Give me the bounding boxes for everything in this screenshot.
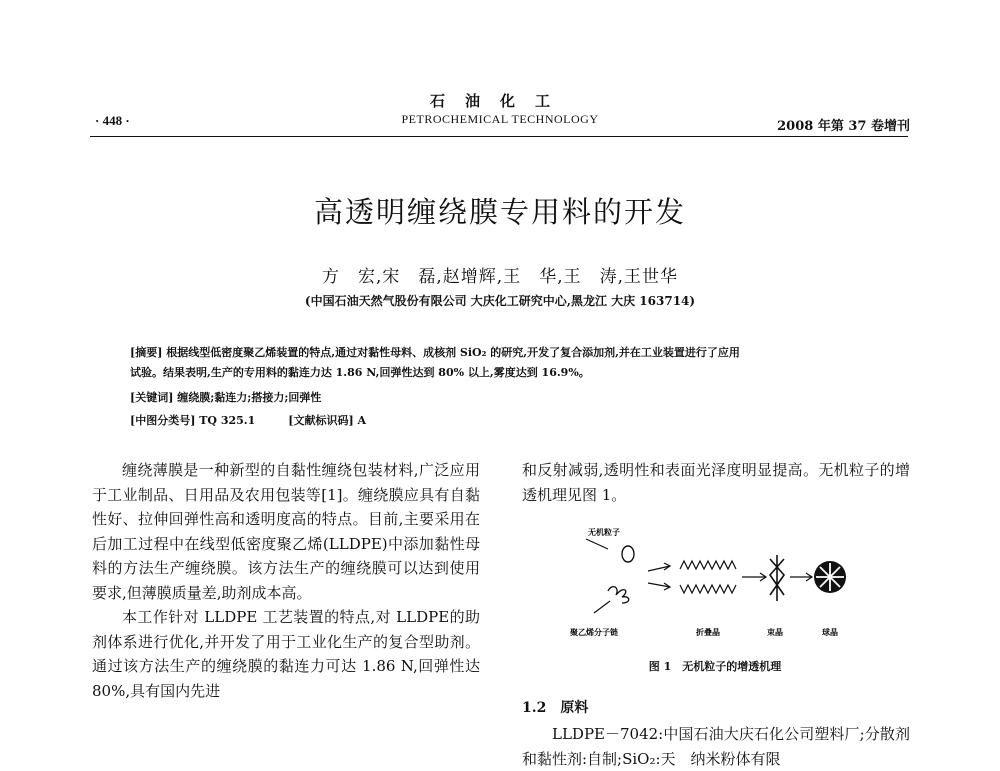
right-column [522,458,910,507]
polymer-chain-shape [608,587,629,603]
label-polymer-chain: 聚乙烯分子链 [570,628,618,637]
label-folded-lamella: 折叠晶 [696,628,720,637]
figure-1-diagram [560,525,880,640]
arrow-to-spherulite [790,573,812,581]
paragraph-continued: 和反射减弱,透明性和表面光泽度明显提高。无机粒子的增透机理见图 1。 [522,461,910,504]
arrow-to-lamella-1 [648,563,670,571]
journal-title-cn: 石油化工 [429,92,570,110]
journal-title-en: PETROCHEMICAL TECHNOLOGY [401,112,599,126]
authors: 方 宏,宋 磊,赵增辉,王 华,王 涛,王世华 [321,267,679,287]
bundle-crystal-shape [770,555,784,601]
section-heading-materials: 1.2 原料 [522,700,589,716]
header-rule [90,136,908,137]
label-spherulite: 球晶 [822,628,838,637]
paragraph-materials: LLDPE－7042:中国石油大庆石化公司塑料厂;分散剂和黏性剂:自制;SiO₂:天 纳米粉体有限 [522,725,910,768]
abstract [130,343,890,383]
abstract-line-1: [摘要] 根据线型低密度聚乙烯装置的特点,通过对黏性母料、成核剂 SiO₂ 的研究,开发了复合添加剂,并在工业装置进行了应用 [130,346,740,359]
left-column [92,458,480,703]
spherulite-rays [816,563,844,591]
arrow-particle [586,539,608,549]
arrow-chain [594,601,610,613]
particle-shape [622,546,634,562]
arrow-to-bundle [742,573,766,581]
issue-info: 2008 年第 37 卷增刊 [777,119,910,134]
arrow-to-lamella-2 [648,583,670,590]
lamella-zigzag-1 [680,561,736,569]
figure-1-caption: 图 1 无机粒子的增透机理 [648,660,782,673]
paragraph-work: 本工作针对 LLDPE 工艺装置的特点,对 LLDPE的助剂体系进行优化,并开发了用于工业化生产的复合型助剂。通过该方法生产的缠绕膜的黏连力可达 1.86 N,回弹性达 80%,具有国内先进 [92,608,480,700]
article-title: 高透明缠绕膜专用料的开发 [313,195,686,229]
right-column-materials [522,722,910,771]
affiliation: (中国石油天然气股份有限公司 大庆化工研究中心,黑龙江 大庆 163714) [304,294,696,308]
page-number: · 448 · [95,113,130,128]
label-bundle-crystal: 束晶 [767,628,783,637]
label-inorganic-particle: 无机粒子 [588,528,620,537]
keywords: [关键词] 缠绕膜;黏连力;搭接力;回弹性 [130,391,322,404]
lamella-zigzag-2 [680,585,736,593]
classification: [中图分类号] TQ 325.1 [文献标识码] A [130,414,367,427]
paragraph-intro: 缠绕薄膜是一种新型的自黏性缠绕包装材料,广泛应用于工业制品、日用品及农用包装等[1]。缠绕膜应具有自黏性好、拉伸回弹性高和透明度高的特点。目前,主要采用在后加工过程中在线型低密度聚乙烯(LLDPE)中添加黏性母料的方法生产缠绕膜。该方法生产的缠绕膜可以达到使用要求,但薄膜质量差,助剂成本高。 [92,461,480,602]
abstract-line-2: 试验。结果表明,生产的专用料的黏连力达 1.86 N,回弹性达到 80% 以上,雾度达到 16.9%。 [130,366,590,379]
